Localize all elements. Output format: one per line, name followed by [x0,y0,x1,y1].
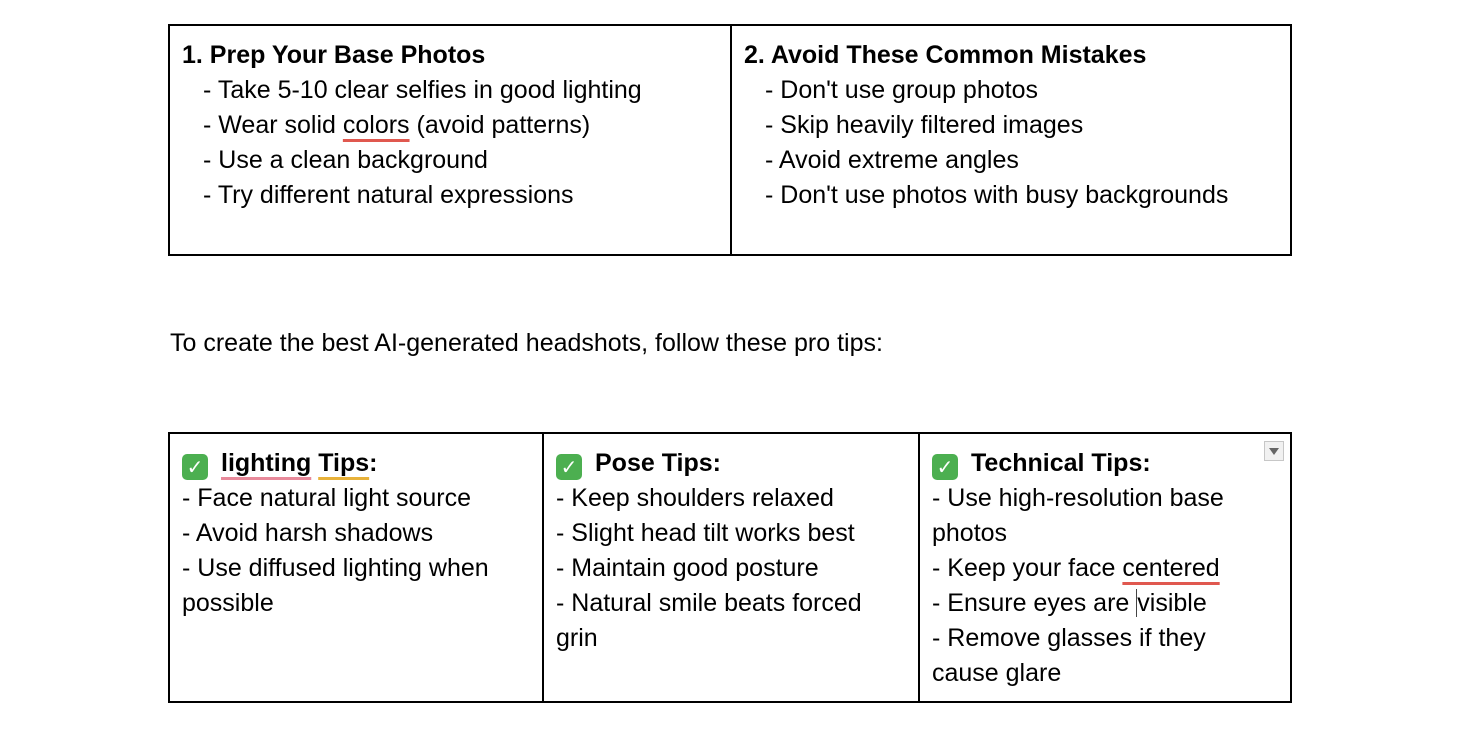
list-item: - Avoid harsh shadows [182,519,434,547]
list-item: - Don't use group photos [765,76,1038,104]
table-cell-pose-tips[interactable] [543,433,919,702]
grammar-flagged-word[interactable]: Tips [318,449,370,477]
list-item: - Face natural light source [182,484,472,512]
table-cell-technical-tips[interactable] [919,433,1291,702]
check-mark-icon: ✓ [182,454,208,480]
list-item: - Take 5-10 clear selfies in good lighting [203,76,642,104]
cell-title: ✓ Pose Tips: [556,446,906,481]
table-cell-prep[interactable] [169,25,731,255]
list-item: - Slight head tilt works best [556,519,855,547]
list-item: - Remove glasses if they cause glare [932,624,1206,687]
cell-title: 2. Avoid These Common Mistakes [744,41,1147,69]
list-item: - Avoid extreme angles [765,146,1019,174]
list-item: - Use high-resolution base photos [932,484,1224,547]
table-cell-lighting-tips[interactable] [169,433,543,702]
table-cell-mistakes[interactable] [731,25,1291,255]
list-item: - Wear solid colors (avoid patterns) [203,111,591,139]
list-item: - Try different natural expressions [203,181,574,209]
mistakes-table [168,24,1292,256]
list-item: - Maintain good posture [556,554,819,582]
spellcheck-flagged-word[interactable]: centered [1122,554,1220,582]
list-item: - Use a clean background [203,146,488,174]
list-item: - Skip heavily filtered images [765,111,1084,139]
spellcheck-flagged-word[interactable]: colors [342,111,410,139]
cell-dropdown-icon[interactable] [1264,441,1284,461]
pro-tips-table [168,432,1292,703]
check-mark-icon: ✓ [932,454,958,480]
cell-title: ✓ Technical Tips: [932,446,1278,481]
cell-title: 1. Prep Your Base Photos [182,41,486,69]
list-item: - Natural smile beats forced grin [556,589,862,652]
spellcheck-flagged-word[interactable]: lighting [221,449,312,477]
list-item: - Keep shoulders relaxed [556,484,834,512]
list-item: - Don't use photos with busy backgrounds [765,181,1229,209]
list-item: - Keep your face centered [932,554,1220,582]
list-item: - Use diffused lighting when possible [182,554,489,617]
list-item: - Ensure eyes are visible [932,589,1207,617]
intro-paragraph[interactable]: To create the best AI-generated headshots, follow these pro tips: [170,329,883,357]
cell-title: ✓ lighting Tips: [182,446,530,481]
check-mark-icon: ✓ [556,454,582,480]
